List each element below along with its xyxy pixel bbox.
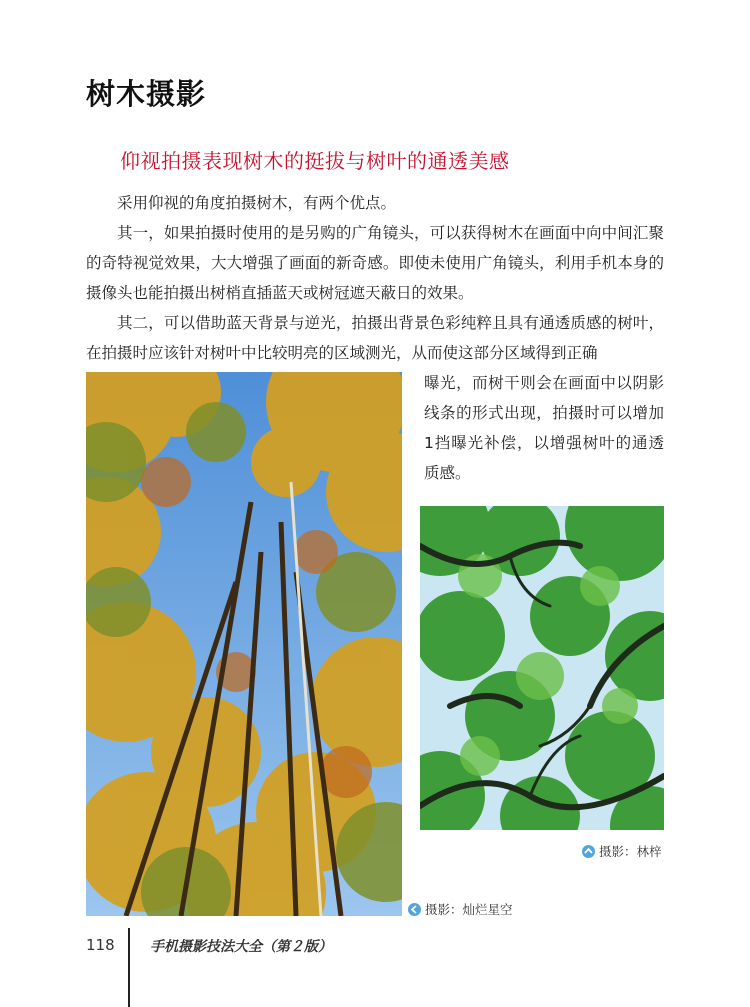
photo-credit-autumn-text: 摄影：灿烂星空 [425, 902, 513, 917]
footer-divider [128, 928, 130, 1007]
photo-credit-green-text: 摄影：林梓 [599, 844, 662, 859]
autumn-trees-photo [86, 372, 402, 916]
left-arrow-icon [408, 903, 421, 916]
paragraph-intro: 采用仰视的角度拍摄树木，有两个优点。 [117, 194, 397, 212]
photo-credit-green [582, 842, 662, 860]
green-canopy-photo [420, 506, 664, 830]
paragraph-second-continued: 曝光，而树干则会在画面中以阴影线条的形式出现，拍摄时可以增加1挡曝光补偿，以增强树叶的通透质感。 [424, 374, 664, 482]
up-arrow-icon [582, 845, 595, 858]
page-title: 树木摄影 [86, 77, 207, 111]
page-number: 118 [86, 936, 115, 954]
section-heading: 仰视拍摄表现树木的挺拔与树叶的通透美感 [120, 149, 510, 173]
paragraph-second: 其二，可以借助蓝天背景与逆光，拍摄出背景色彩纯粹且具有通透质感的树叶，在拍摄时应该针对树叶中比较明亮的区域测光，从而使这部分区域得到正确 [86, 314, 664, 362]
paragraph-first: 其一，如果拍摄时使用的是另购的广角镜头，可以获得树木在画面中向中间汇聚的奇特视觉效果，大大增强了画面的新奇感。即使未使用广角镜头，利用手机本身的摄像头也能拍摄出树梢直插蓝天或树冠遮天蔽日的效果。 [86, 224, 664, 302]
photo-credit-autumn [408, 900, 513, 918]
footer-book-title: 手机摄影技法大全（第２版） [150, 939, 332, 955]
